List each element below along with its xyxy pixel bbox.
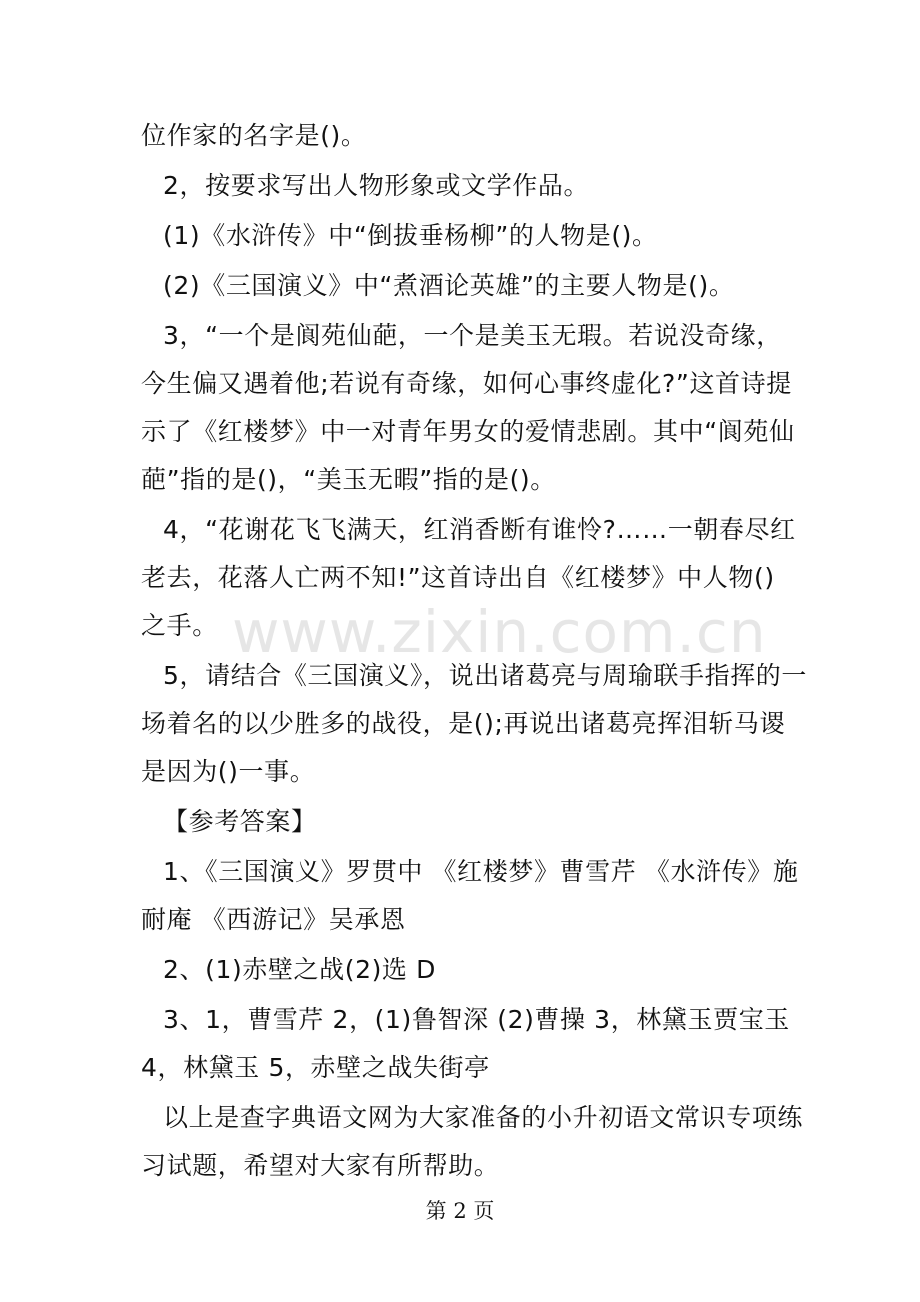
answer-3: 3、1，曹雪芹 2，(1)鲁智深 (2)曹操 3，林黛玉贾宝玉 bbox=[163, 1005, 790, 1034]
question-2: 2，按要求写出人物形象或文学作品。 bbox=[163, 171, 590, 200]
text-line: 是因为()一事。 bbox=[141, 757, 316, 786]
text-line: 之手。 bbox=[141, 611, 218, 640]
watermark: www.zixin.com.cn bbox=[232, 598, 767, 666]
text-line: 老去，花落人亡两不知!”这首诗出自《红楼梦》中人物() bbox=[141, 563, 775, 592]
text-line: 葩”指的是()，“美玉无暇”指的是()。 bbox=[141, 465, 556, 494]
question-5: 5，请结合《三国演义》，说出诸葛亮与周瑜联手指挥的一 bbox=[163, 661, 808, 690]
question-2-part-2: (2)《三国演义》中“煮酒论英雄”的主要人物是()。 bbox=[163, 271, 735, 300]
text-line: 示了《红楼梦》中一对青年男女的爱情悲剧。其中“阆苑仙 bbox=[141, 417, 795, 446]
closing-paragraph: 以上是查字典语文网为大家准备的小升初语文常识专项练 bbox=[163, 1103, 804, 1132]
text-line: 位作家的名字是()。 bbox=[141, 121, 367, 150]
text-line: 习试题，希望对大家有所帮助。 bbox=[141, 1151, 500, 1180]
question-3: 3，“一个是阆苑仙葩，一个是美玉无瑕。若说没奇缘， bbox=[163, 321, 782, 350]
answers-heading: 【参考答案】 bbox=[163, 807, 317, 836]
document-body bbox=[141, 112, 808, 1190]
question-2-part-1: (1)《水浒传》中“倒拔垂杨柳”的人物是()。 bbox=[163, 221, 658, 250]
page-number: 第 2 页 bbox=[425, 1199, 495, 1223]
answer-2: 2、(1)赤壁之战(2)选 D bbox=[163, 955, 436, 984]
text-line: 4，林黛玉 5，赤壁之战失街亭 bbox=[141, 1053, 490, 1082]
text-line: 耐庵 《西游记》吴承恩 bbox=[141, 905, 406, 934]
question-4: 4，“花谢花飞飞满天，红消香断有谁怜?……一朝春尽红 bbox=[163, 515, 796, 544]
text-line: 今生偏又遇着他;若说有奇缘，如何心事终虚化?”这首诗提 bbox=[141, 369, 792, 398]
text-line: 场着名的以少胜多的战役，是();再说出诸葛亮挥泪斩马谡 bbox=[141, 709, 786, 738]
answer-1: 1、《三国演义》罗贯中 《红楼梦》曹雪芹 《水浒传》施 bbox=[163, 857, 799, 886]
